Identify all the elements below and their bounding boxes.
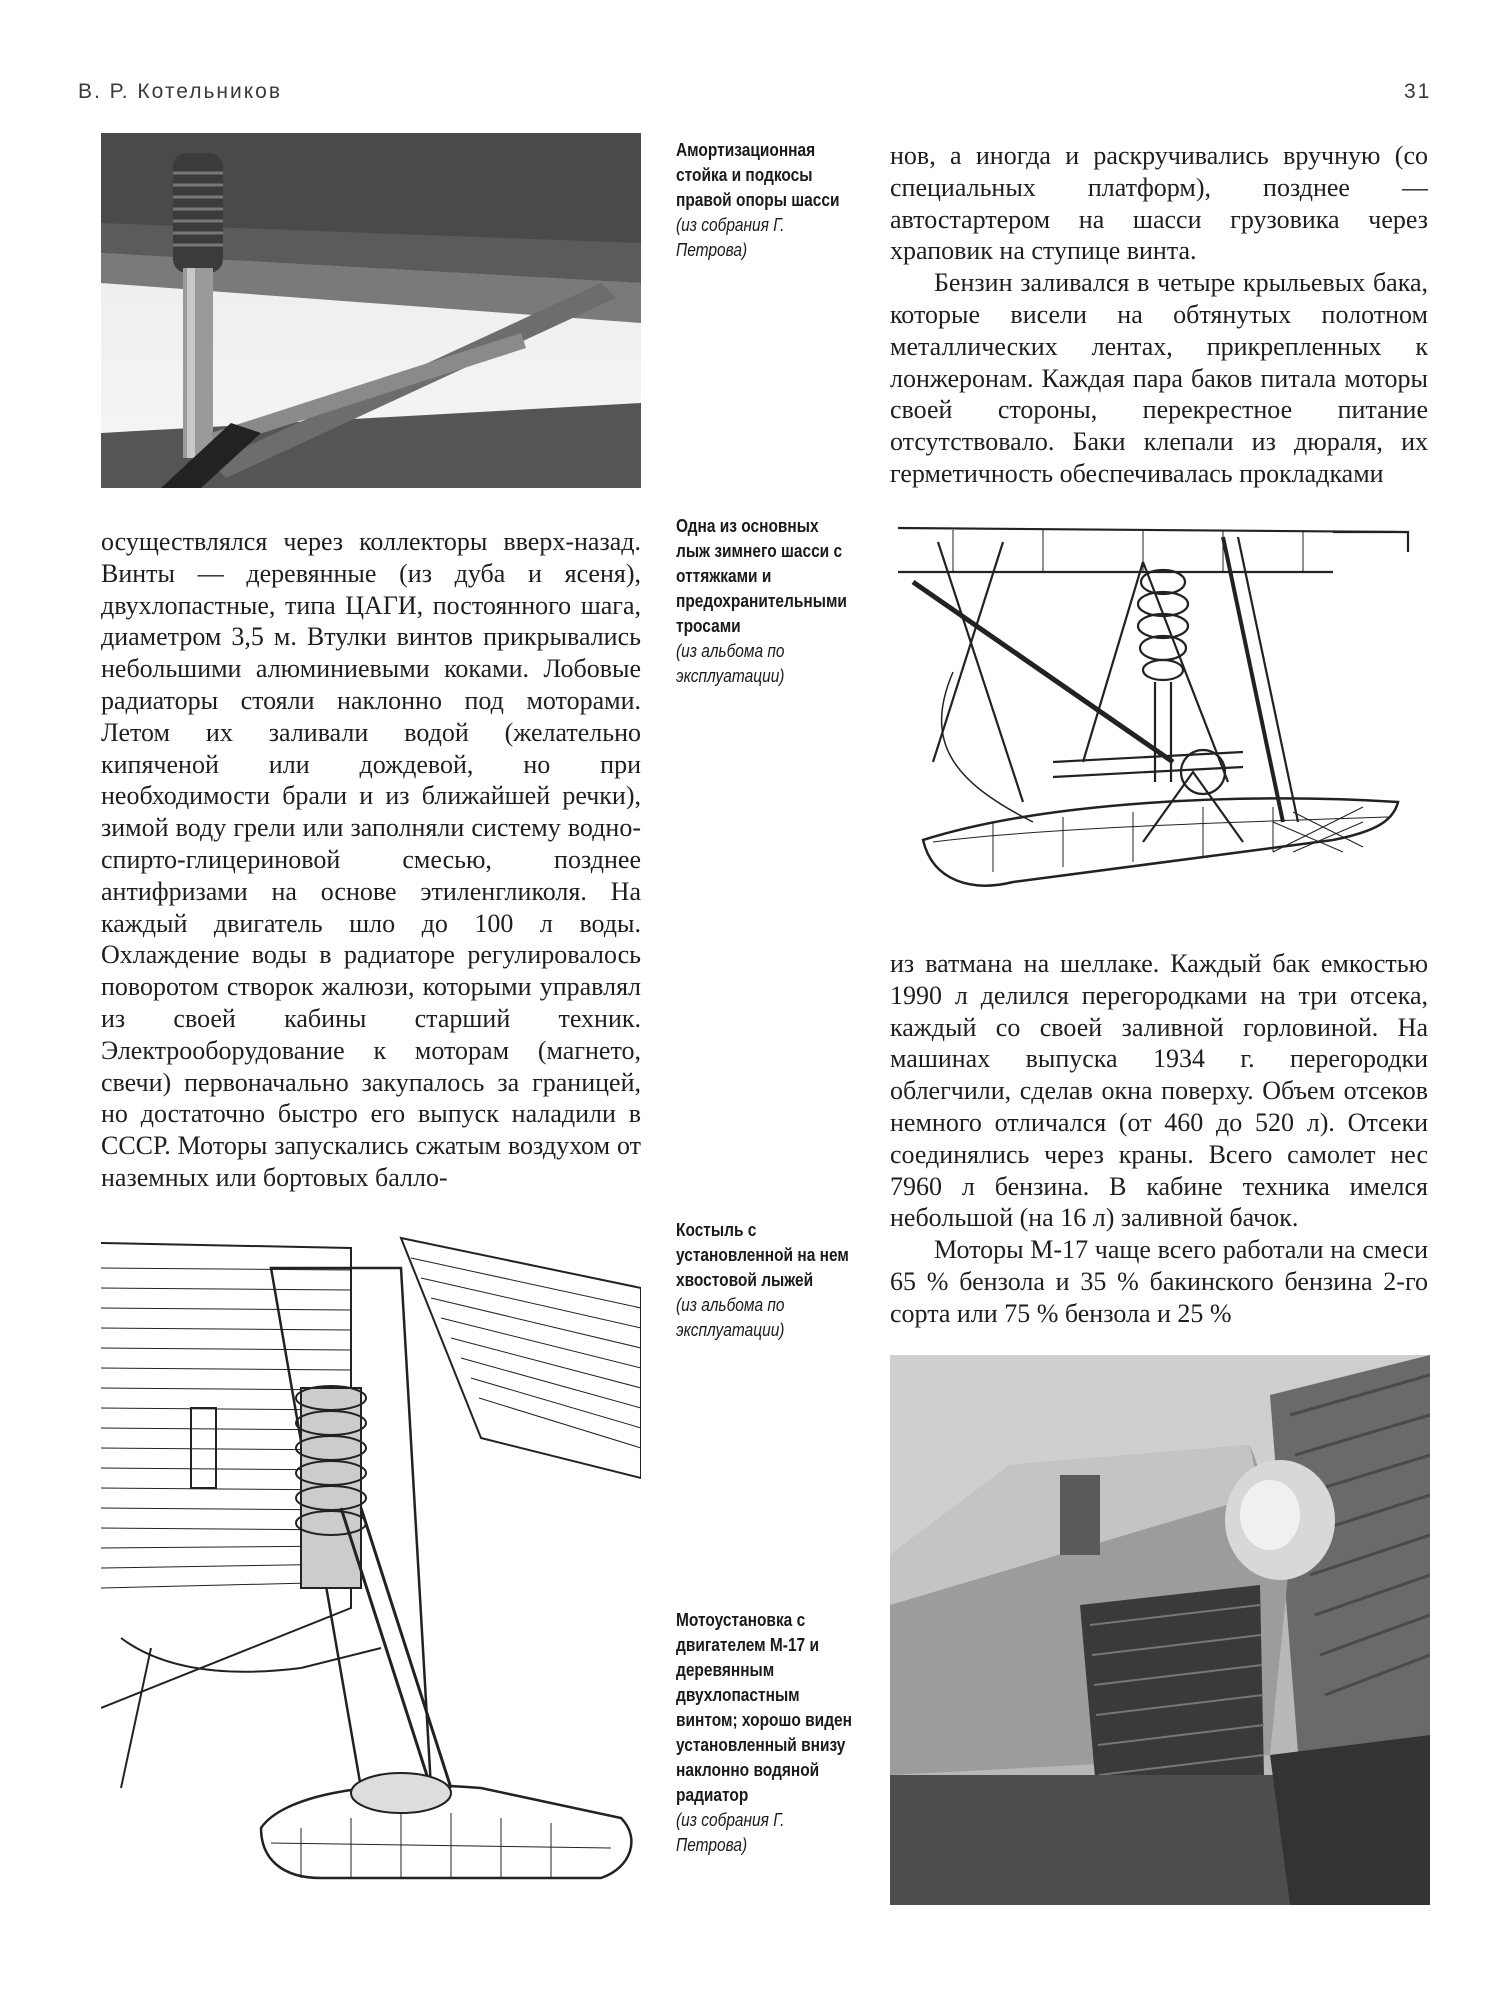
caption-landing-gear-strut — [676, 138, 857, 263]
caption-tail-skid — [676, 1218, 857, 1343]
drawing-winter-ski — [893, 522, 1413, 922]
text-right-middle — [890, 948, 1428, 1330]
caption-source: (из альбома по эксплуатации) — [676, 1295, 785, 1340]
page-number: 31 — [1404, 80, 1432, 103]
text-left-middle — [101, 526, 641, 1194]
paragraph: нов, а иногда и раскручивались вручную (со специальных платформ), позднее — автостартером на шасси грузовика через храповик на ступице винта. — [890, 141, 1428, 266]
photo-engine-installation — [890, 1355, 1430, 1905]
drawing-tail-skid — [101, 1228, 641, 1908]
caption-source: (из собрания Г. Петрова) — [676, 215, 785, 260]
paragraph: из ватмана на шеллаке. Каждый бак емкостью 1990 л делился перегородками на три отсека, каждый со своей заливной горловиной. На машинах выпуска 1934 г. перегородки облегчили, сделав окна поверху. Объем отсеков немного отличался (от 460 до 520 л). Отсеки соединялись через краны. Всего самолет нес 7960 л бензина. В кабине техника имелся небольшой (на 16 л) заливной бачок. — [890, 949, 1428, 1233]
caption-engine-installation — [676, 1608, 857, 1858]
caption-title: Мотоустановка с двигателем М-17 и деревянным двухлопастным винтом; хорошо виден установленный внизу наклонно водяной радиатор — [676, 1610, 852, 1805]
paragraph: осуществлялся через коллекторы вверх-назад. Винты — деревянные (из дуба и ясеня), двухлопастные, типа ЦАГИ, постоянного шага, диаметром 3,5 м. Втулки винтов прикрывались небольшими алюминиевыми коками. Лобовые радиаторы стояли наклонно под моторами. Летом их заливали водой (желательно кипяченой или дождевой, но при необходимости брали и из ближайшей речки), зимой воду грели или заполняли систему водно-спирто-глицериновой смесью, позднее антифризами на основе этиленгликоля. На каждый двигатель шло до 100 л воды. Охлаждение воды в радиаторе регулировалось поворотом створок жалюзи, которыми управлял из своей кабины старший техник. Электрооборудование к моторам (магнето, свечи) первоначально закупалось за границей, но достаточно быстро его выпуск наладили в СССР. Моторы запускались сжатым воздухом от наземных или бортовых балло- — [101, 527, 641, 1192]
running-head-author: В. Р. Котельников — [78, 80, 282, 103]
caption-title: Костыль с установленной на нем хвостовой лыжей — [676, 1220, 849, 1290]
caption-title: Амортизационная стойка и подкосы правой опоры шасси — [676, 140, 840, 210]
paragraph: Бензин заливался в четыре крыльевых бака, которые висели на обтянутых полотном металлических лентах, прикрепленных к лонжеронам. Каждая пара баков питала моторы своей стороны, перекрестное питание отсутствовало. Баки клепали из дюраля, их герметичность обеспечивалась прокладками — [890, 268, 1428, 488]
caption-source: (из собрания Г. Петрова) — [676, 1810, 785, 1855]
photo-landing-gear-strut — [101, 133, 641, 488]
caption-title: Одна из основных лыж зимнего шасси с оттяжками и предохранительными тросами — [676, 516, 847, 636]
text-right-top — [890, 140, 1428, 490]
caption-ski-chassis — [676, 514, 857, 689]
caption-source: (из альбома по эксплуатации) — [676, 641, 785, 686]
paragraph: Моторы М-17 чаще всего работали на смеси 65 % бензола и 35 % бакинского бензина 2-го сорта или 75 % бензола и 25 % — [890, 1235, 1428, 1328]
